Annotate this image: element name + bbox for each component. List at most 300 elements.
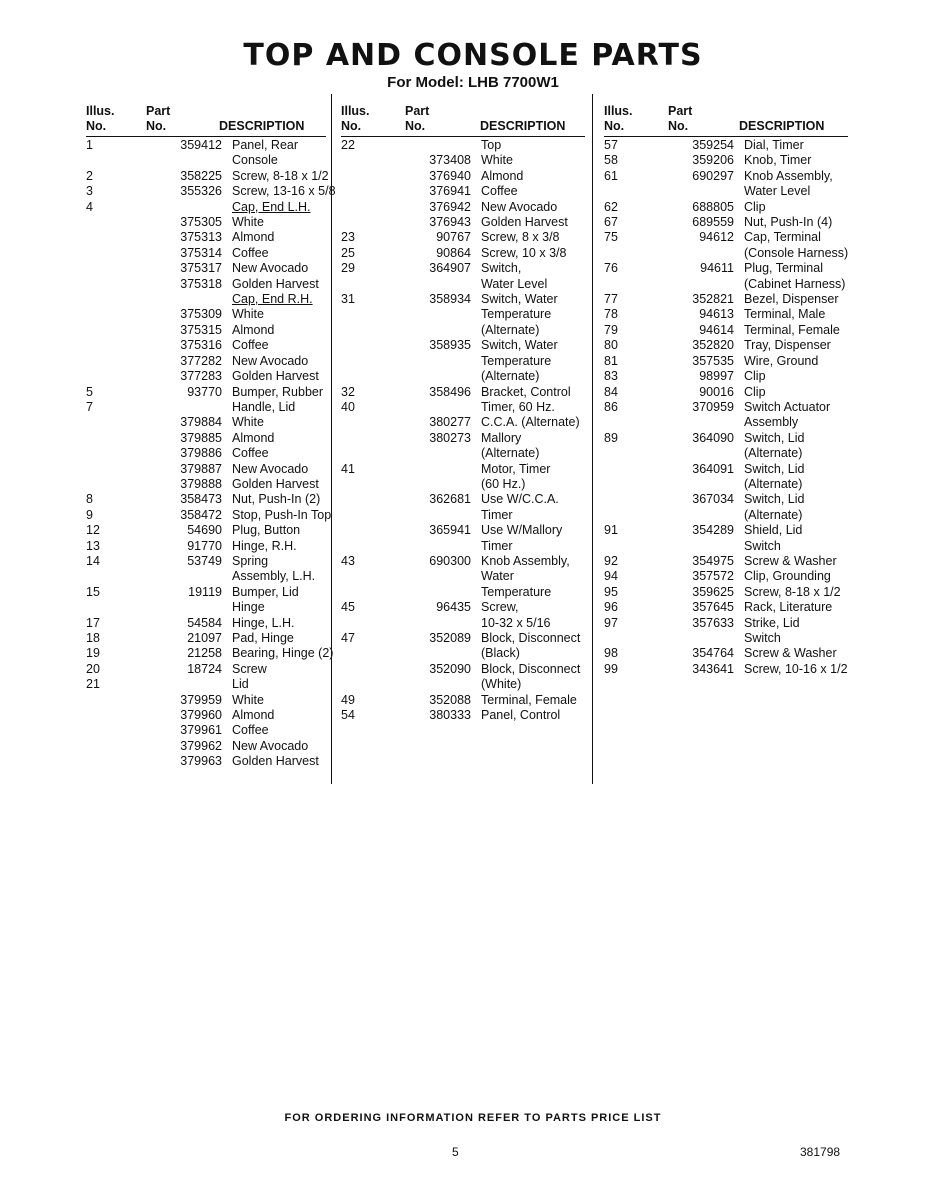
part-no — [381, 446, 481, 461]
table-row — [86, 369, 330, 384]
table-row — [604, 261, 848, 276]
document-number: 381798 — [800, 1145, 841, 1159]
part-no: 19119 — [188, 584, 222, 599]
illus-no — [604, 492, 644, 507]
description: Use W/C.C.A. — [481, 492, 559, 507]
part-no — [126, 600, 232, 615]
description: Coffee — [232, 723, 269, 738]
part-no — [126, 292, 232, 307]
illus-no — [86, 708, 126, 723]
illus-no: 77 — [604, 292, 618, 307]
part-no: 21258 — [187, 646, 222, 661]
description: White — [232, 307, 264, 322]
table-row — [341, 677, 589, 692]
illus-no: 67 — [604, 215, 618, 230]
part-no: 376942 — [429, 199, 471, 214]
header-part-no: Part No. — [405, 104, 430, 133]
description: Screw, 8-18 x 1/2 — [744, 584, 841, 599]
description: Clip, Grounding — [744, 569, 831, 584]
description: White — [232, 215, 264, 230]
illus-no — [86, 431, 126, 446]
part-no — [644, 477, 744, 492]
description: Clip — [744, 384, 766, 399]
description: Golden Harvest — [481, 215, 568, 230]
part-no: 690300 — [429, 553, 471, 568]
part-no: 352820 — [692, 338, 734, 353]
table-row — [604, 462, 848, 477]
description: Almond — [232, 322, 275, 337]
illus-no: 49 — [341, 692, 355, 707]
part-no — [381, 477, 481, 492]
illus-no: 23 — [341, 230, 355, 245]
part-no — [381, 307, 481, 322]
illus-no: 13 — [86, 538, 100, 553]
table-row — [341, 631, 589, 646]
table-row — [341, 369, 589, 384]
illus-no: 8 — [86, 492, 93, 507]
illus-no: 61 — [604, 168, 618, 183]
page-number: 5 — [452, 1145, 459, 1159]
description: Block, Disconnect — [481, 631, 581, 645]
illus-no: 31 — [341, 292, 355, 307]
description: Nut, Push-In (4) — [744, 215, 833, 230]
part-no: 358934 — [429, 292, 471, 307]
description: Assembly, L.H. — [232, 569, 316, 584]
table-row — [341, 662, 589, 677]
table-row — [341, 184, 589, 199]
part-no — [381, 569, 481, 584]
part-no: 91770 — [187, 538, 222, 553]
part-no — [126, 153, 232, 168]
illus-no: 40 — [341, 399, 355, 414]
table-row — [86, 693, 330, 708]
illus-no — [604, 246, 644, 261]
table-row — [604, 138, 848, 153]
table-row — [604, 323, 848, 338]
illus-no: 96 — [604, 600, 618, 615]
part-no: 362681 — [429, 492, 471, 507]
description: (Alternate) — [744, 507, 803, 522]
illus-no: 9 — [86, 507, 93, 522]
illus-no — [86, 153, 126, 168]
description: Rack, Literature — [744, 600, 833, 615]
table-row — [86, 723, 330, 738]
part-no — [381, 462, 481, 477]
part-no: 355326 — [180, 184, 222, 199]
illus-no — [86, 215, 126, 230]
part-no: 359412 — [180, 138, 222, 152]
table-row — [86, 415, 330, 430]
table-row — [341, 169, 589, 184]
description: Lid — [232, 677, 249, 692]
table-row — [86, 153, 330, 168]
table-row — [604, 184, 848, 199]
table-row — [86, 200, 330, 215]
description: Assembly — [744, 415, 799, 430]
header-illus-no: Illus. No. — [341, 104, 370, 133]
illus-no: 47 — [341, 631, 355, 645]
illus-no — [341, 662, 381, 677]
part-no: 94614 — [699, 322, 734, 337]
part-no: 379959 — [180, 692, 222, 707]
description: Knob, Timer — [744, 153, 812, 168]
table-row — [341, 569, 589, 584]
part-no: 375316 — [180, 338, 222, 353]
table-row — [341, 307, 589, 322]
description: Switch, Water — [481, 292, 558, 307]
part-no: 379963 — [180, 754, 222, 769]
illus-no — [604, 277, 644, 292]
part-no — [126, 200, 232, 215]
description: Water Level — [744, 184, 811, 199]
parts-column-1 — [86, 102, 336, 770]
table-row — [86, 230, 330, 245]
table-row — [341, 523, 589, 538]
description: Knob Assembly, — [481, 553, 570, 568]
description: (Alternate) — [744, 446, 803, 461]
part-no: 380277 — [429, 415, 471, 430]
illus-no — [86, 323, 126, 338]
description: Plug, Terminal — [744, 261, 823, 276]
table-row — [86, 338, 330, 353]
table-row — [604, 292, 848, 307]
illus-no — [341, 585, 381, 600]
illus-no: 75 — [604, 230, 618, 245]
illus-no — [341, 200, 381, 215]
part-no — [126, 569, 232, 584]
part-no: 376940 — [429, 168, 471, 183]
illus-no — [604, 462, 644, 477]
table-row — [341, 354, 589, 369]
description: (Alternate) — [481, 322, 540, 337]
header-rule — [86, 136, 326, 137]
illus-no — [604, 477, 644, 492]
table-row — [604, 523, 848, 538]
description: Switch, Lid — [744, 430, 805, 445]
part-no: 377283 — [180, 369, 222, 384]
illus-no — [86, 415, 126, 430]
table-row — [604, 338, 848, 353]
illus-no: 89 — [604, 430, 618, 445]
header-part-no: Part No. — [146, 104, 171, 133]
table-row — [341, 200, 589, 215]
description: Timer, 60 Hz. — [481, 399, 555, 414]
illus-no: 76 — [604, 261, 618, 276]
description: Tray, Dispenser — [744, 338, 831, 353]
table-row — [86, 554, 330, 569]
description: Motor, Timer — [481, 461, 551, 476]
table-row — [341, 385, 589, 400]
table-row — [86, 600, 330, 615]
column-header — [86, 102, 330, 138]
illus-no: 20 — [86, 661, 100, 676]
description: Dial, Timer — [744, 138, 804, 152]
illus-no: 22 — [341, 138, 355, 152]
table-row — [604, 600, 848, 615]
illus-no — [341, 169, 381, 184]
part-no: 354764 — [692, 646, 734, 661]
description: New Avocado — [232, 261, 309, 276]
illus-no — [86, 569, 126, 584]
part-no: 375318 — [180, 276, 222, 291]
table-row — [86, 169, 330, 184]
description: (Console Harness) — [744, 245, 849, 260]
part-no — [381, 354, 481, 369]
illus-no: 19 — [86, 646, 100, 661]
description: Bezel, Dispenser — [744, 292, 839, 307]
description: Almond — [232, 230, 275, 245]
illus-no: 95 — [604, 584, 618, 599]
illus-no: 18 — [86, 631, 100, 645]
part-no: 375315 — [180, 322, 222, 337]
illus-no — [604, 184, 644, 199]
part-no — [381, 616, 481, 631]
description: C.C.A. (Alternate) — [481, 415, 580, 430]
part-no — [644, 246, 744, 261]
header-description: DESCRIPTION — [480, 119, 566, 133]
illus-no: 2 — [86, 168, 93, 183]
illus-no: 12 — [86, 523, 100, 538]
description: Coffee — [232, 338, 269, 353]
illus-no: 94 — [604, 569, 618, 584]
description: Bumper, Lid — [232, 584, 299, 599]
description: Switch Actuator — [744, 399, 831, 414]
part-no: 364907 — [429, 261, 471, 276]
part-no — [644, 415, 744, 430]
illus-no — [341, 369, 381, 384]
table-row — [86, 261, 330, 276]
table-row — [86, 431, 330, 446]
description: Spring — [232, 553, 269, 568]
illus-no: 5 — [86, 384, 93, 399]
illus-no — [341, 338, 381, 353]
illus-no — [604, 508, 644, 523]
illus-no — [341, 508, 381, 523]
table-row — [341, 215, 589, 230]
illus-no — [341, 277, 381, 292]
parts-column-3 — [604, 102, 848, 677]
table-row — [86, 477, 330, 492]
illus-no — [341, 153, 381, 168]
illus-no: 54 — [341, 708, 355, 723]
table-row — [86, 492, 330, 507]
description: Knob Assembly, — [744, 168, 833, 183]
description: Clip — [744, 199, 766, 214]
part-no: 90767 — [436, 230, 471, 245]
part-no: 358496 — [429, 384, 471, 399]
table-row — [341, 246, 589, 261]
part-no: 379961 — [180, 723, 222, 738]
parts-rows — [341, 138, 589, 723]
illus-no — [86, 723, 126, 738]
table-row — [86, 292, 330, 307]
part-no: 357572 — [692, 569, 734, 584]
illus-no: 57 — [604, 138, 618, 152]
header-description: DESCRIPTION — [739, 119, 825, 133]
illus-no — [341, 677, 381, 692]
table-row — [604, 153, 848, 168]
part-no: 365941 — [429, 523, 471, 538]
table-row — [604, 492, 848, 507]
table-row — [86, 631, 330, 646]
description: Shield, Lid — [744, 523, 803, 538]
part-no: 352821 — [692, 292, 734, 307]
part-no — [644, 508, 744, 523]
part-no: 343641 — [692, 661, 734, 676]
illus-no: 84 — [604, 384, 618, 399]
header-rule — [341, 136, 585, 137]
part-no: 352089 — [429, 631, 471, 645]
description: White — [481, 153, 513, 168]
description: Timer — [481, 538, 513, 553]
illus-no — [604, 415, 644, 430]
table-row — [86, 585, 330, 600]
model-subtitle: For Model: LHB 7700W1 — [387, 74, 559, 91]
part-no: 690297 — [692, 168, 734, 183]
part-no: 96435 — [436, 600, 471, 615]
part-no: 93770 — [187, 384, 222, 399]
part-no: 357535 — [692, 353, 734, 368]
part-no — [644, 539, 744, 554]
table-row — [604, 215, 848, 230]
description: Almond — [232, 430, 275, 445]
illus-no — [86, 246, 126, 261]
table-row — [604, 431, 848, 446]
table-row — [604, 277, 848, 292]
description: Nut, Push-In (2) — [232, 492, 321, 507]
illus-no — [86, 446, 126, 461]
table-row — [604, 200, 848, 215]
part-no: 373408 — [429, 153, 471, 168]
description: Coffee — [232, 245, 269, 260]
illus-no: 43 — [341, 553, 355, 568]
illus-no: 3 — [86, 184, 93, 199]
description: (Alternate) — [744, 476, 803, 491]
description: Pad, Hinge — [232, 631, 294, 645]
header-part-no: Part No. — [668, 104, 693, 133]
part-no: 688805 — [692, 199, 734, 214]
table-row — [86, 739, 330, 754]
illus-no — [86, 338, 126, 353]
description: White — [232, 692, 264, 707]
part-no: 21097 — [187, 631, 222, 645]
description: Panel, Control — [481, 708, 561, 723]
part-no: 379960 — [180, 708, 222, 723]
table-row — [341, 708, 589, 723]
table-row — [86, 354, 330, 369]
table-row — [86, 138, 330, 153]
description: (Cabinet Harness) — [744, 276, 846, 291]
description: (Black) — [481, 646, 520, 661]
table-row — [604, 646, 848, 661]
parts-rows — [86, 138, 336, 770]
part-no: 359625 — [692, 584, 734, 599]
illus-no: 86 — [604, 399, 618, 414]
illus-no: 91 — [604, 523, 618, 538]
part-no: 376943 — [429, 215, 471, 230]
illus-no — [341, 184, 381, 199]
part-no: 357645 — [692, 600, 734, 615]
description: Almond — [232, 708, 275, 723]
illus-no: 98 — [604, 646, 618, 661]
part-no: 367034 — [692, 492, 734, 507]
illus-no: 45 — [341, 600, 355, 615]
description: Bumper, Rubber — [232, 384, 324, 399]
part-no: 380333 — [429, 708, 471, 723]
table-row — [86, 184, 336, 199]
description: Switch — [744, 538, 781, 553]
description: Screw, 8 x 3/8 — [481, 230, 560, 245]
table-row — [86, 277, 330, 292]
illus-no — [341, 431, 381, 446]
table-row — [86, 462, 330, 477]
illus-no: 41 — [341, 461, 355, 476]
part-no: 359254 — [692, 138, 734, 152]
description: Temperature — [481, 353, 552, 368]
part-no: 375309 — [180, 307, 222, 322]
table-row — [604, 569, 848, 584]
description: Hinge — [232, 600, 265, 615]
description: Switch, Lid — [744, 461, 805, 476]
part-no — [381, 585, 481, 600]
illus-no — [341, 539, 381, 554]
table-row — [604, 369, 848, 384]
column-header — [604, 102, 848, 138]
illus-no — [86, 369, 126, 384]
table-row — [86, 646, 334, 661]
description: Bracket, Control — [481, 384, 571, 399]
part-no: 357633 — [692, 615, 734, 630]
table-row — [341, 292, 589, 307]
description: Mallory — [481, 430, 522, 445]
description: (Alternate) — [481, 369, 540, 384]
table-row — [86, 385, 330, 400]
description: Screw, 13-16 x 5/8 — [232, 184, 336, 199]
table-row — [341, 616, 589, 631]
illus-no: 62 — [604, 199, 618, 214]
part-no — [126, 677, 232, 692]
header-illus-no: Illus. No. — [86, 104, 115, 133]
illus-no — [341, 307, 381, 322]
header-illus-no: Illus. No. — [604, 104, 633, 133]
description: Screw, 8-18 x 1/2 — [232, 168, 329, 183]
part-no — [381, 677, 481, 692]
description: (White) — [481, 677, 522, 692]
illus-no: 14 — [86, 553, 100, 568]
table-row — [86, 400, 330, 415]
part-no: 375314 — [180, 245, 222, 260]
illus-no — [604, 446, 644, 461]
illus-no — [341, 323, 381, 338]
description: Screw, 10-16 x 1/2 — [744, 661, 848, 676]
table-row — [341, 230, 589, 245]
table-row — [604, 307, 848, 322]
illus-no — [341, 523, 381, 538]
description: Switch, — [481, 261, 522, 276]
description: New Avocado — [232, 353, 309, 368]
description: Screw — [232, 661, 267, 676]
description: Cap, End R.H. — [232, 292, 313, 307]
description: Switch — [744, 631, 781, 645]
ordering-footer: FOR ORDERING INFORMATION REFER TO PARTS PRICE LIST — [284, 1112, 662, 1124]
illus-no: 29 — [341, 261, 355, 276]
table-row — [341, 431, 589, 446]
description: (60 Hz.) — [481, 476, 526, 491]
description: Screw, 10 x 3/8 — [481, 245, 567, 260]
illus-no: 4 — [86, 199, 93, 214]
description: Timer — [481, 507, 513, 522]
part-no: 90864 — [436, 245, 471, 260]
